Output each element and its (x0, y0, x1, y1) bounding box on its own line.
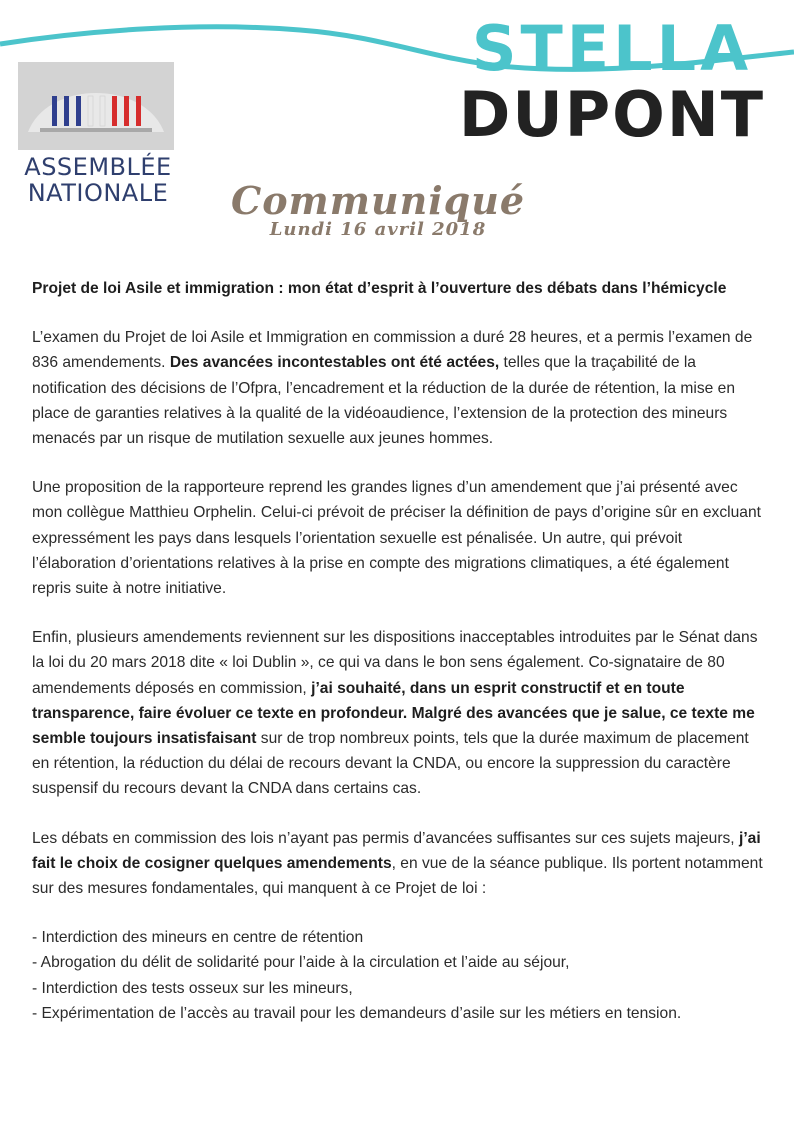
paragraph-1 (32, 325, 764, 451)
paragraph-3-text-b: sur de trop nombreux points, tels que la durée maximum de placement en rétention, la réduction du délai de recours devant la CNDA, ou encore la suppression du caractère suspensif du recours devant la CNDA dans certains cas. (32, 730, 749, 798)
communique-heading (218, 178, 538, 240)
paragraph-1-emphasis: Des avancées incontestables ont été actées, (169, 354, 500, 372)
assemblee-nationale-wordmark (18, 154, 178, 206)
paragraph-4-text-b: , en vue de la séance publique. Ils portent notamment sur des mesures fondamentales, qui manquent à ce Projet de loi : (32, 854, 763, 898)
publication-date: Lundi 16 avril 2018 (269, 219, 487, 240)
assemblee-line1: ASSEMBLÉE (24, 153, 172, 181)
stella-dupont-brand (442, 12, 782, 151)
assemblee-nationale-logo (18, 62, 178, 212)
article-headline: Projet de loi Asile et immigration : mon état d’esprit à l’ouverture des débats dans l’hémicycle (32, 280, 727, 297)
paragraph-1-text-b: telles que la traçabilité de la notification des décisions de l’Ofpra, l’encadrement et la réduction de la durée de rétention, la mise en place de garanties relatives à la qualité de la vidéoaudience, l’extension de la protection des mineurs menacés par un risque de mutilation sexuelle aux jeunes hommes. (32, 354, 735, 448)
paragraph-3-emphasis: j’ai souhaité, dans un esprit constructif et en toute transparence, faire évoluer ce texte en profondeur. Malgré des avancées que je salue, ce texte me semble toujours insatisfaisant (32, 679, 755, 748)
paragraph-4-emphasis: j’ai fait le choix de cosigner quelques amendements (32, 829, 761, 872)
measures-list (32, 925, 764, 1026)
brand-first-name: STELLA (471, 12, 753, 85)
paragraph-4 (32, 826, 764, 902)
list-item: - Abrogation du délit de solidarité pour l’aide à la circulation et l’aide au séjour, (32, 954, 570, 972)
paragraph-1-text-a: L’examen du Projet de loi Asile et Immigration en commission a duré 28 heures, et a permis l’examen de 836 amendements. (32, 329, 753, 372)
paragraph-3-text-a: Enfin, plusieurs amendements reviennent sur les dispositions inacceptables introduites par le Sénat dans la loi du 20 mars 2018 dite « loi Dublin », ce qui va dans le bon sens également. Co-signataire de 80 amendements déposés en commission, (32, 629, 758, 697)
list-item: - Expérimentation de l’accès au travail pour les demandeurs d’asile sur les métiers en tension. (32, 1004, 682, 1022)
brand-last-name: DUPONT (458, 78, 766, 151)
paragraph-3 (32, 625, 764, 801)
paragraph-2: Une proposition de la rapporteure reprend les grandes lignes d’un amendement que j’ai présenté avec mon collègue Matthieu Orphelin. Celui-ci prévoit de préciser la définition de pays d’origine sûr en excluant expressément les pays dans lesquels l’orientation sexuelle est pénalisée. Un autre, qui prévoit l’élaboration d’orientations relatives à la prise en compte des migrations climatiques, a été également repris suite à notre initiative. (32, 479, 761, 598)
article-body (32, 276, 764, 1026)
list-item: - Interdiction des mineurs en centre de rétention (32, 929, 364, 947)
page-title: Communiqué (230, 178, 526, 223)
list-item: - Interdiction des tests osseux sur les mineurs, (32, 979, 353, 997)
assemblee-line2: NATIONALE (27, 179, 169, 207)
hemicycle-icon (18, 62, 174, 150)
paragraph-4-text-a: Les débats en commission des lois n’ayant pas permis d’avancées suffisantes sur ces sujets majeurs, (32, 829, 739, 847)
